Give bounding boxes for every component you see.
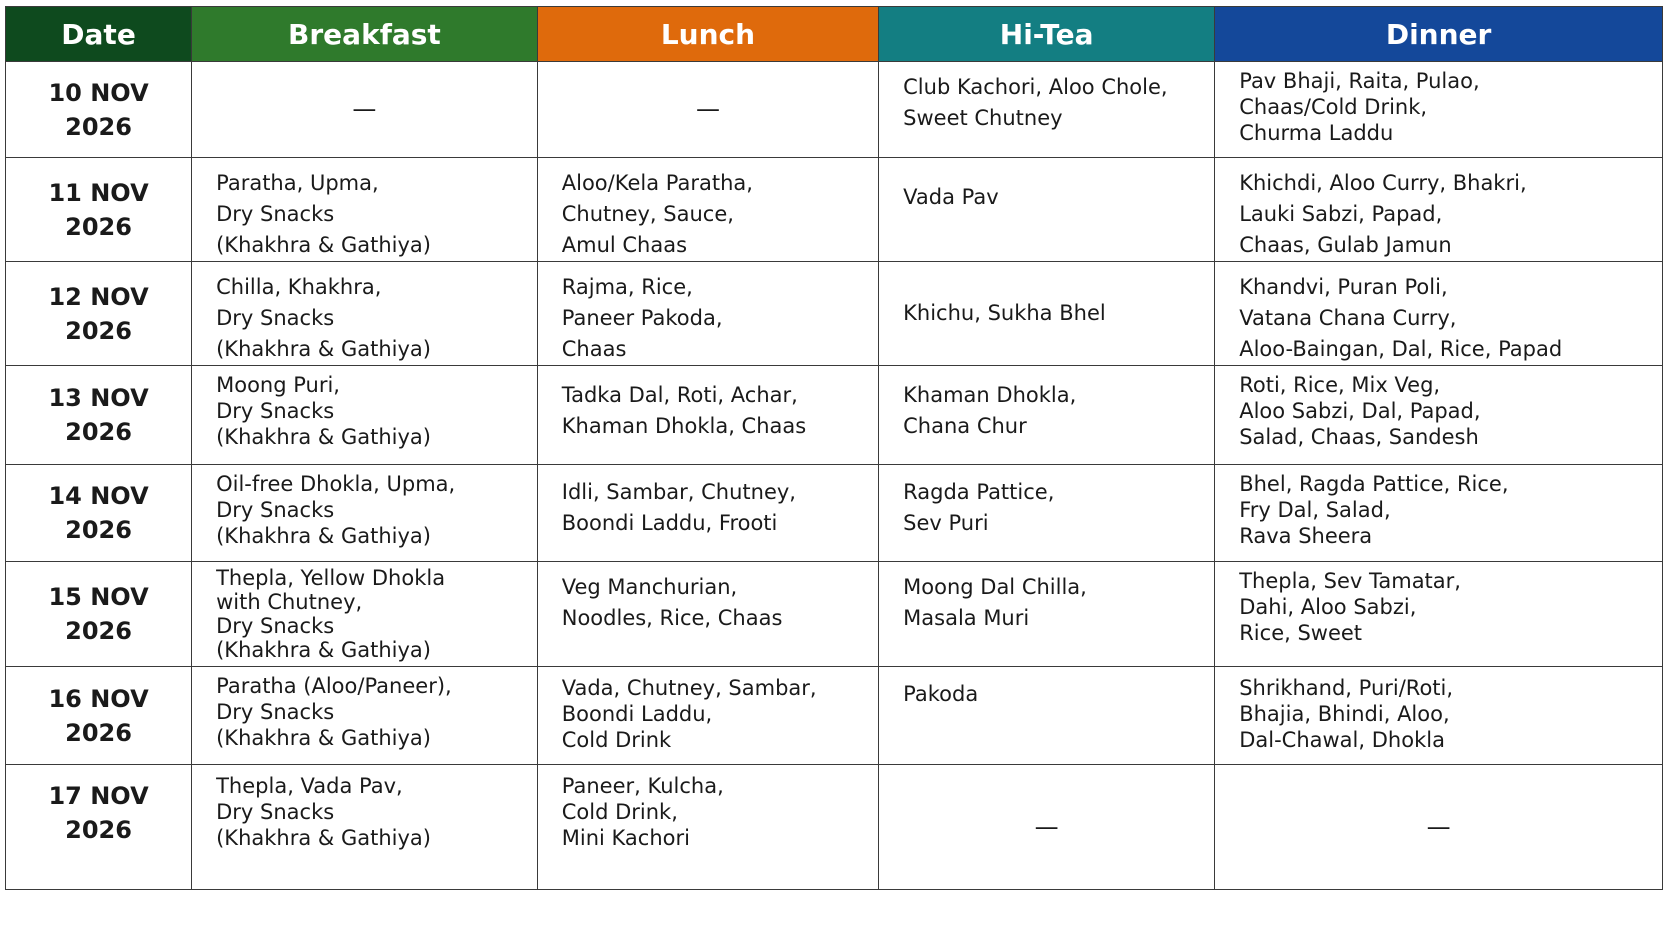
- table-row: [6, 158, 1663, 262]
- date-cell: 13 NOV 2026: [6, 366, 192, 465]
- date-cell: 17 NOV 2026: [6, 765, 192, 890]
- breakfast-cell: Moong Puri, Dry Snacks (Khakhra & Gathiya): [192, 366, 538, 465]
- lunch-cell: Rajma, Rice, Paneer Pakoda, Chaas: [537, 262, 878, 366]
- lunch-cell: Paneer, Kulcha, Cold Drink, Mini Kachori: [537, 765, 878, 890]
- header-lunch: Lunch: [537, 7, 878, 62]
- table-row: [6, 562, 1663, 667]
- dinner-cell: Pav Bhaji, Raita, Pulao, Chaas/Cold Drink, Churma Laddu: [1215, 62, 1663, 158]
- date-cell: 10 NOV 2026: [6, 62, 192, 158]
- lunch-cell: —: [537, 62, 878, 158]
- header-row: [6, 7, 1663, 62]
- date-cell: 15 NOV 2026: [6, 562, 192, 667]
- hitea-cell: —: [879, 765, 1215, 890]
- dinner-cell: Shrikhand, Puri/Roti, Bhajia, Bhindi, Aloo, Dal-Chawal, Dhokla: [1215, 667, 1663, 765]
- lunch-cell: Idli, Sambar, Chutney, Boondi Laddu, Frooti: [537, 465, 878, 562]
- lunch-cell: Veg Manchurian, Noodles, Rice, Chaas: [537, 562, 878, 667]
- breakfast-cell: Thepla, Vada Pav, Dry Snacks (Khakhra & Gathiya): [192, 765, 538, 890]
- dinner-cell: Khandvi, Puran Poli, Vatana Chana Curry, Aloo-Baingan, Dal, Rice, Papad: [1215, 262, 1663, 366]
- hitea-cell: Moong Dal Chilla, Masala Muri: [879, 562, 1215, 667]
- hitea-cell: Khichu, Sukha Bhel: [879, 262, 1215, 366]
- dinner-cell: Bhel, Ragda Pattice, Rice, Fry Dal, Salad, Rava Sheera: [1215, 465, 1663, 562]
- header-hitea: Hi-Tea: [879, 7, 1215, 62]
- table-row: [6, 765, 1663, 890]
- lunch-cell: Tadka Dal, Roti, Achar, Khaman Dhokla, Chaas: [537, 366, 878, 465]
- dinner-cell: Khichdi, Aloo Curry, Bhakri, Lauki Sabzi, Papad, Chaas, Gulab Jamun: [1215, 158, 1663, 262]
- table-row: [6, 62, 1663, 158]
- dinner-cell: Roti, Rice, Mix Veg, Aloo Sabzi, Dal, Papad, Salad, Chaas, Sandesh: [1215, 366, 1663, 465]
- date-cell: 11 NOV 2026: [6, 158, 192, 262]
- table-row: [6, 667, 1663, 765]
- table-row: [6, 366, 1663, 465]
- lunch-cell: Vada, Chutney, Sambar, Boondi Laddu, Cold Drink: [537, 667, 878, 765]
- hitea-cell: Pakoda: [879, 667, 1215, 765]
- hitea-cell: Ragda Pattice, Sev Puri: [879, 465, 1215, 562]
- header-breakfast: Breakfast: [192, 7, 538, 62]
- table-row: [6, 465, 1663, 562]
- breakfast-cell: Chilla, Khakhra, Dry Snacks (Khakhra & Gathiya): [192, 262, 538, 366]
- date-cell: 14 NOV 2026: [6, 465, 192, 562]
- breakfast-cell: Thepla, Yellow Dhokla with Chutney, Dry Snacks (Khakhra & Gathiya): [192, 562, 538, 667]
- breakfast-cell: —: [192, 62, 538, 158]
- lunch-cell: Aloo/Kela Paratha, Chutney, Sauce, Amul Chaas: [537, 158, 878, 262]
- table-row: [6, 262, 1663, 366]
- hitea-cell: Club Kachori, Aloo Chole, Sweet Chutney: [879, 62, 1215, 158]
- date-cell: 16 NOV 2026: [6, 667, 192, 765]
- dinner-cell: —: [1215, 765, 1663, 890]
- breakfast-cell: Oil-free Dhokla, Upma, Dry Snacks (Khakhra & Gathiya): [192, 465, 538, 562]
- meal-schedule-table: [5, 6, 1663, 890]
- hitea-cell: Khaman Dhokla, Chana Chur: [879, 366, 1215, 465]
- header-date: Date: [6, 7, 192, 62]
- breakfast-cell: Paratha (Aloo/Paneer), Dry Snacks (Khakhra & Gathiya): [192, 667, 538, 765]
- breakfast-cell: Paratha, Upma, Dry Snacks (Khakhra & Gathiya): [192, 158, 538, 262]
- dinner-cell: Thepla, Sev Tamatar, Dahi, Aloo Sabzi, Rice, Sweet: [1215, 562, 1663, 667]
- hitea-cell: Vada Pav: [879, 158, 1215, 262]
- date-cell: 12 NOV 2026: [6, 262, 192, 366]
- header-dinner: Dinner: [1215, 7, 1663, 62]
